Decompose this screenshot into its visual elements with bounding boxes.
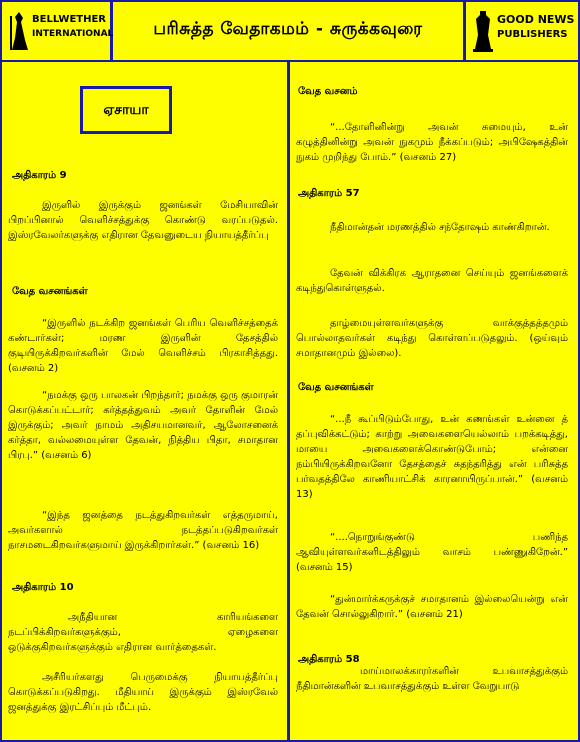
column-divider: [287, 62, 290, 740]
verse-13: “...நீ கூப்பிடும்போது, உன் கணங்கள் உன்னை த் தப்புவிக்கட்டும்; காற்று அவைகளையெல்லாம் பறக்கடித்து, மாயை அவைகளைக்கொண்டுபோம்; என்னை நம்பியிருக்கிறவனோ தேசத்தைச் சுதந்தரித்து என் பரிசுத்த பர்வதத்திலே காணியாட்சிக் காரனாயிருப்பான்.” (வசனம் 13): [296, 414, 568, 500]
book-title-box: [80, 86, 172, 134]
page-title: பரிசுத்த வேதாகமம் - சுருக்கவுரை: [153, 19, 423, 39]
chapter-57-heading: அதிகாரம் 57: [298, 188, 360, 199]
chapter-57-summary-2: தேவன் விக்கிரக ஆராதனை செய்யும் ஜனங்களைக் கடிந்துகொள்ளுதல்.: [296, 268, 568, 294]
chapter-9-heading: அதிகாரம் 9: [12, 170, 67, 181]
good-news-logo: [466, 2, 578, 62]
verse-16: “இந்த ஜனத்தை நடத்துகிறவர்கள் எத்தருமாய், அவர்களால் நடத்தப்படுகிறவர்கள் நாசமடைகிறவர்களுமாய் இருக்கிறார்கள்.” (வசனம் 16): [8, 510, 278, 551]
verses-heading-left: வேத வசனங்கள்: [12, 286, 88, 297]
verse-heading-right: வேத வசனம்: [298, 86, 358, 97]
chapter-58-summary: மாய்மாலக்காரர்களின் உபவாசத்துக்கும் நீதிமான்களின் உபவாசத்துக்கும் உள்ள வேறுபாடு: [296, 666, 568, 692]
logo-right-line1: GOOD NEWS: [497, 13, 575, 26]
verse-21: “துன்மார்க்கருக்குச் சமாதானம் இல்லையென்று என் தேவன் சொல்லுகிறார்.” (வசனம் 21): [296, 594, 568, 620]
chapter-57-summary-3: தாழ்மையுள்ளவர்களுக்கு வாக்குத்தத்தமும் பொல்லாதவர்கள் கடிந்து கொள்ளப்படுதலும். (ஒய்வும் சமாதானமும் இல்லை).: [296, 318, 568, 359]
chapter-10-summary-1: அநீதியான காரியங்களை நடப்பிக்கிறவர்களுக்கும், ஏழைகளை ஒடுக்குகிறவர்களுக்கும் எதிரான வார்த்தைகள்.: [8, 612, 278, 653]
header-title-box: [113, 2, 466, 62]
logo-left-line2: INTERNATIONAL: [32, 29, 114, 39]
verses-heading-right: வேத வசனங்கள்: [298, 382, 374, 393]
right-column: [296, 62, 568, 738]
book-title: ஏசாயா: [103, 102, 149, 118]
verse-6: “நமக்கு ஒரு பாலகன் பிறந்தார்; நமக்கு ஒரு குமாரன் கொடுக்கப்பட்டார்; கர்த்தத்துவம் அவர் தோளின் மேல் இருக்கும்; அவர் நாமம் அதிசயமானவர், ஆலோசனைக் கர்த்தா, வல்லமையுள்ள தேவன், நித்திய பிதா, சமாதான பிரபு.” (வசனம் 6): [8, 390, 278, 461]
logo-right-line2: PUBLISHERS: [497, 29, 568, 40]
verse-15: “....நொறுங்குண்டு பணிந்த ஆவியுள்ளவர்களிடத்திலும் வாசம் பண்ணுகிறேன்.” (வசனம் 15): [296, 532, 568, 573]
chapter-57-summary-1: நீதிமான்தன் மரணத்தில் சந்தோஷம் காண்கிறான்.: [330, 222, 550, 233]
verse-2: “இருளில் நடக்கிற ஜனங்கள் பெரிய வெளிச்சத்தைக் கண்டார்கள்; மரண இருளின் தேசத்தில் குடியிருக்கிறவர்களின் மேல் வெளிச்சம் பிரகாசித்தது. (வசனம் 2): [8, 318, 278, 374]
left-column: [8, 62, 278, 738]
chapter-10-summary-2: அசீரியர்களது பெருமைக்கு நியாயத்தீர்ப்பு கொடுக்கப்படுகிறது. மீதியாய் இருக்கும் இஸ்ரவேல் ஜனத்துக்கு இரட்சிப்பும் மீட்பும்.: [8, 672, 278, 713]
chapter-9-summary: இருளில் இருக்கும் ஜனங்கள் மேசியாவின் பிறப்பினால் வெளிச்சத்துக்கு கொண்டு வரப்படுதல். இஸ்ரவேலர்களுக்கு எதிரான தேவனுடைய நியாயத்தீர்ப்பு: [8, 200, 278, 241]
logo-left-line1: BELLWETHER: [32, 14, 107, 25]
shepherd-icon: [8, 10, 30, 52]
chapter-10-heading: அதிகாரம் 10: [12, 582, 74, 593]
bellwether-logo: [2, 2, 113, 62]
statue-icon: [472, 9, 494, 53]
chapter-58-heading: அதிகாரம் 58: [298, 654, 360, 665]
verse-27: “...தோளினின்று அவன் சுமையும், உன் கழுத்தினின்று அவன் நுகமும் நீக்கப்படும்; அபிஷேகத்தின் நுகம் முறிந்து போம்.” (வசனம் 27): [296, 122, 568, 163]
